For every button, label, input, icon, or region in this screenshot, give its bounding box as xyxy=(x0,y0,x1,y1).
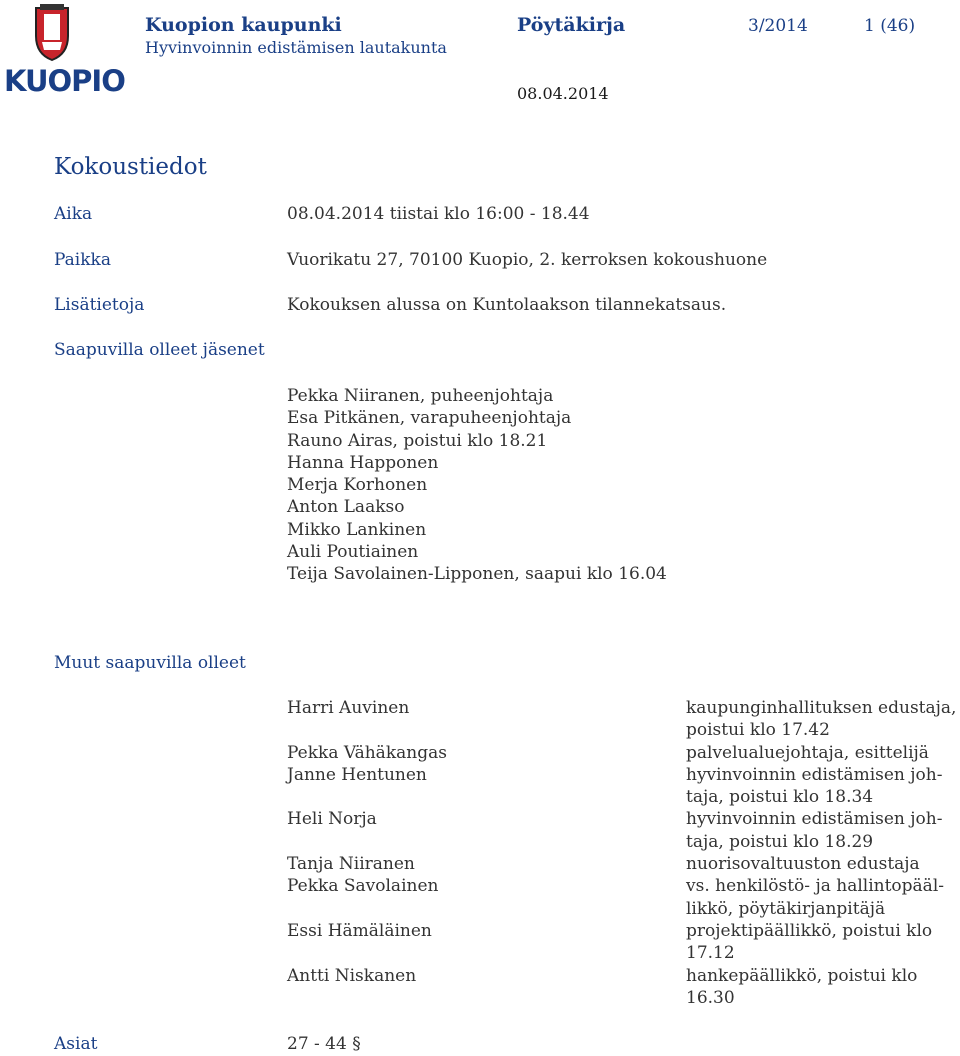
matters-value: 27 - 44 § xyxy=(287,1034,361,1054)
list-item: Rauno Airas, poistui klo 18.21 xyxy=(287,430,548,451)
other-role: 17.12 xyxy=(686,943,735,964)
others-names-column xyxy=(287,697,447,987)
info-value: Kokouksen alussa on Kuntolaakson tilannekatsaus. xyxy=(287,295,727,315)
time-label: Aika xyxy=(54,204,93,224)
other-role: poistui klo 17.42 xyxy=(686,720,830,741)
other-name: Heli Norja xyxy=(287,809,377,830)
members-label: Saapuvilla olleet jäsenet xyxy=(54,340,265,360)
other-role: 16.30 xyxy=(686,987,735,1008)
other-name: Pekka Vähäkangas xyxy=(287,742,447,763)
other-role: hankepäällikkö, poistui klo xyxy=(686,965,918,986)
other-name: Pekka Savolainen xyxy=(287,876,439,897)
others-roles-column xyxy=(686,697,956,1009)
other-name: Tanja Niiranen xyxy=(287,854,415,875)
others-label: Muut saapuvilla olleet xyxy=(54,653,246,673)
list-item: Anton Laakso xyxy=(287,497,405,518)
kuopio-logo xyxy=(4,2,125,102)
organization-name: Kuopion kaupunki xyxy=(145,14,342,36)
place-value: Vuorikatu 27, 70100 Kuopio, 2. kerroksen kokoushuone xyxy=(287,250,768,270)
other-role: palvelualuejohtaja, esittelijä xyxy=(686,742,929,763)
other-name: Janne Hentunen xyxy=(287,764,427,785)
other-role: vs. henkilöstö- ja hallintopääl- xyxy=(686,876,944,897)
document-type: Pöytäkirja xyxy=(517,14,626,36)
list-item: Teija Savolainen-Lipponen, saapui klo 16.04 xyxy=(287,564,667,585)
time-value: 08.04.2014 tiistai klo 16:00 - 18.44 xyxy=(287,204,590,224)
other-name: Antti Niskanen xyxy=(287,965,417,986)
other-name: Essi Hämäläinen xyxy=(287,920,432,941)
members-list xyxy=(287,385,667,586)
list-item: Auli Poutiainen xyxy=(287,542,419,563)
other-role: taja, poistui klo 18.34 xyxy=(686,787,874,808)
coat-of-arms-icon xyxy=(4,2,100,64)
list-item: Esa Pitkänen, varapuheenjohtaja xyxy=(287,408,572,429)
other-role: hyvinvoinnin edistämisen joh- xyxy=(686,809,943,830)
list-item: Mikko Lankinen xyxy=(287,519,427,540)
place-label: Paikka xyxy=(54,250,111,270)
other-role: nuorisovaltuuston edustaja xyxy=(686,854,920,875)
list-item: Pekka Niiranen, puheenjohtaja xyxy=(287,386,554,406)
other-role: taja, poistui klo 18.29 xyxy=(686,831,874,852)
other-role: likkö, pöytäkirjanpitäjä xyxy=(686,898,886,919)
committee-name: Hyvinvoinnin edistämisen lautakunta xyxy=(145,38,447,57)
list-item: Hanna Happonen xyxy=(287,452,439,473)
logo-text: KUOPIO xyxy=(4,64,125,98)
info-label: Lisätietoja xyxy=(54,295,145,315)
page-number: 1 (46) xyxy=(864,16,916,36)
list-item: Merja Korhonen xyxy=(287,475,428,496)
page-title: Kokoustiedot xyxy=(54,154,207,180)
other-role: projektipäällikkö, poistui klo xyxy=(686,920,933,941)
document-date: 08.04.2014 xyxy=(517,84,609,103)
matters-label: Asiat xyxy=(54,1034,98,1054)
other-name: Harri Auvinen xyxy=(287,698,410,718)
other-role: hyvinvoinnin edistämisen joh- xyxy=(686,764,943,785)
document-number: 3/2014 xyxy=(748,16,808,36)
other-role: kaupunginhallituksen edustaja, xyxy=(686,698,957,718)
